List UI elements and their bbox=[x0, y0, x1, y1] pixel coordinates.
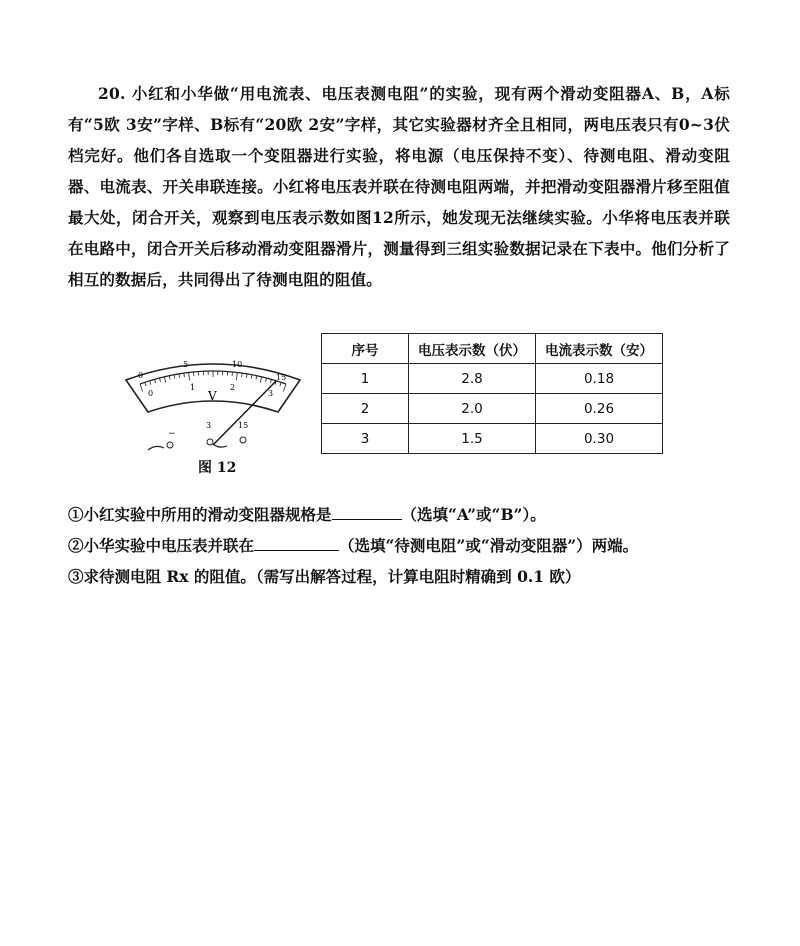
question-2 bbox=[68, 534, 748, 556]
figure-caption: 图 12 bbox=[198, 460, 237, 476]
scale-top-label: 5 bbox=[183, 360, 189, 369]
scale-bottom-label: 3 bbox=[268, 389, 274, 398]
terminal-label: 3 bbox=[206, 421, 212, 430]
answer-blank-2[interactable] bbox=[254, 536, 339, 551]
scale-bottom-label: 0 bbox=[148, 389, 154, 398]
terminal-15 bbox=[240, 437, 246, 443]
table-cell: 3 bbox=[322, 424, 409, 454]
terminal-3 bbox=[207, 439, 213, 445]
table-cell: 1 bbox=[322, 364, 409, 394]
table-row bbox=[322, 424, 663, 454]
voltmeter-figure bbox=[118, 350, 308, 470]
scale-top-label: 15 bbox=[276, 373, 287, 382]
table-cell: 0.30 bbox=[536, 424, 663, 454]
question-2-hint: （选填“待测电阻”或“滑动变阻器”）两端。 bbox=[339, 536, 639, 555]
question-1-hint: （选填“A”或“B”）。 bbox=[401, 505, 546, 524]
wire-negative bbox=[148, 446, 164, 450]
scale-tick bbox=[140, 384, 143, 392]
scale-top-label: 0 bbox=[138, 371, 144, 380]
scale-tick bbox=[169, 376, 170, 380]
scale-tick bbox=[246, 374, 247, 378]
scale-tick bbox=[155, 379, 156, 383]
scale-tick bbox=[236, 372, 237, 380]
problem-statement bbox=[68, 78, 730, 295]
table-cell: 2.8 bbox=[409, 364, 536, 394]
question-1 bbox=[68, 503, 748, 525]
data-table bbox=[321, 333, 663, 454]
scale-tick bbox=[174, 375, 175, 379]
scale-tick bbox=[251, 375, 252, 379]
scale-tick bbox=[150, 381, 151, 385]
table-row bbox=[322, 394, 663, 424]
question-1-text: ①小红实验中所用的滑动变阻器规格是 bbox=[68, 505, 332, 524]
meter-needle bbox=[213, 381, 276, 445]
scale-bottom-label: 1 bbox=[190, 383, 196, 392]
scale-tick bbox=[179, 374, 180, 378]
table-cell: 2 bbox=[322, 394, 409, 424]
scale-tick bbox=[145, 382, 146, 386]
scale-tick bbox=[256, 376, 257, 380]
column-header: 电压表示数（伏） bbox=[409, 334, 536, 364]
question-3 bbox=[68, 565, 748, 587]
wire-3 bbox=[213, 444, 227, 447]
terminal-label: − bbox=[168, 429, 176, 439]
scale-tick bbox=[164, 377, 165, 383]
problem-text: 20. 小红和小华做“用电流表、电压表测电阻”的实验，现有两个滑动变阻器A、B，A标有“5欧 3安”字样、B标有“20欧 2安”字样，其它实验器材齐全且相同，两电压表只有0~3伏档完好。他们各自选取一个变阻器进行实验，将电源（电压保持不变）、待测电阻、滑动变阻器、电流表、开关串联连接。小红将电压表并联在待测电阻两端，并把滑动变阻器滑片移至阻值最大处，闭合开关，观察到电压表示数如图12所示，她发现无法继续实验。小华将电压表并联在电路中，闭合开关后移动滑动变阻器滑片，测量得到三组实验数据记录在下表中。他们分析了相互的数据后，共同得出了待测电阻的阻值。 bbox=[68, 84, 730, 289]
scale-tick bbox=[260, 377, 261, 383]
scale-tick bbox=[283, 384, 286, 392]
table-header-row bbox=[322, 334, 663, 364]
scale-top-label: 10 bbox=[232, 360, 243, 369]
terminal-label: 15 bbox=[238, 421, 249, 430]
scale-bottom-label: 2 bbox=[230, 383, 236, 392]
question-2-text: ②小华实验中电压表并联在 bbox=[68, 536, 255, 555]
scale-tick bbox=[189, 372, 190, 380]
table-cell: 2.0 bbox=[409, 394, 536, 424]
scale-tick bbox=[270, 379, 271, 383]
table-cell: 1.5 bbox=[409, 424, 536, 454]
column-header: 序号 bbox=[322, 334, 409, 364]
table-cell: 0.26 bbox=[536, 394, 663, 424]
voltmeter-dial bbox=[118, 350, 308, 460]
unit-label: V bbox=[208, 389, 217, 403]
scale-tick bbox=[242, 373, 243, 377]
answer-blank-1[interactable] bbox=[332, 505, 402, 520]
question-3-text: ③求待测电阻 Rx 的阻值。（需写出解答过程，计算电阻时精确到 0.1 欧） bbox=[68, 567, 581, 586]
scale-tick bbox=[280, 382, 281, 386]
table-row bbox=[322, 364, 663, 394]
column-header: 电流表示数（安） bbox=[536, 334, 663, 364]
scale-tick bbox=[266, 378, 267, 382]
scale-tick bbox=[159, 378, 160, 382]
scale-tick bbox=[184, 373, 185, 377]
table-cell: 0.18 bbox=[536, 364, 663, 394]
terminal-negative bbox=[167, 442, 173, 448]
